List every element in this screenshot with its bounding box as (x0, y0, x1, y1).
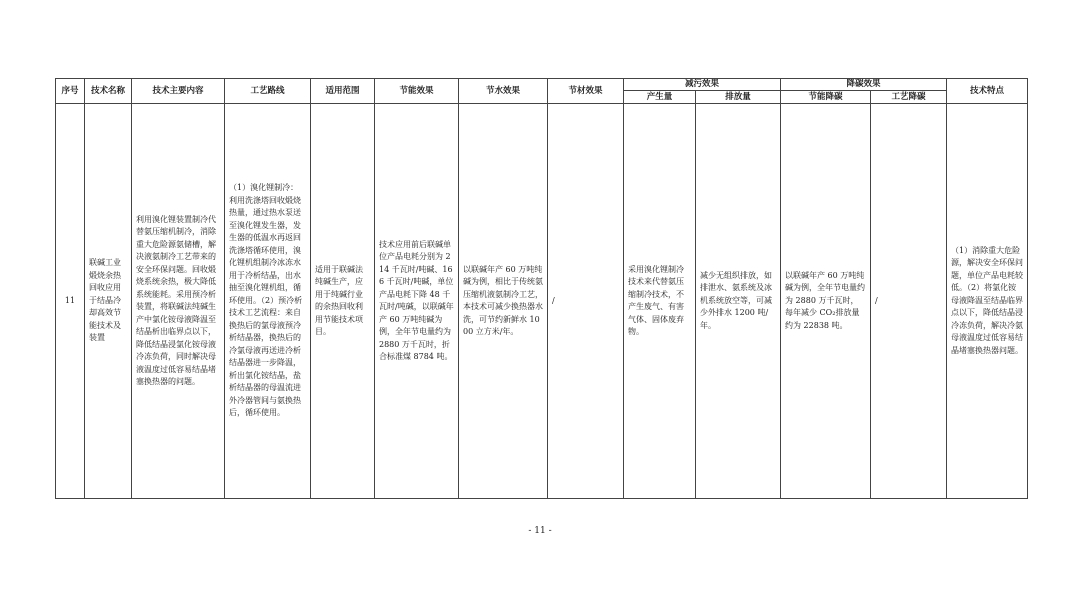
table-row (56, 104, 1028, 499)
cell-pollution-production: 采用溴化锂制冷技术来代替氨压缩制冷技术，不产生废气、有害气体、固体废弃物。 (624, 104, 696, 499)
header-route: 工艺路线 (225, 79, 311, 104)
cell-scope: 适用于联碱法纯碱生产，应用于纯碱行业的余热回收利用节能技术项目。 (311, 104, 375, 499)
cell-features: （1）消除重大危险源，解决安全环保问题，单位产品电耗较低。（2）将氯化铵母液降温至结晶临界点以下，降低结晶浸冷冻负荷，解决冷氨母液温度过低容易结晶堵塞换热器问题。 (947, 104, 1028, 499)
cell-carbon-process: / (871, 104, 947, 499)
technology-table (55, 78, 1028, 499)
header-carbon-group: 降碳效果 (781, 79, 947, 91)
cell-index: 11 (56, 104, 85, 499)
header-water: 节水效果 (459, 79, 548, 104)
cell-content: 利用溴化锂装置制冷代替氨压缩机制冷，消除重大危险源氨储槽，解决液氨制冷工艺带来的安全环保问题。回收煅烧系统余热，极大降低系统能耗。采用预冷析装置，将联碱法纯碱生产中氯化铵母液降温至结晶析出临界点以下，降低结晶浸氯化铵母液冷冻负荷，同时解决母液温度过低容易结晶堵塞换热器的问题。 (132, 104, 225, 499)
header-pollution-production: 产生量 (624, 91, 696, 104)
cell-pollution-emission: 减少无组织排放，如排泄水、氨系统及冰机系统放空等，可减少外排水 1200 吨/年。 (696, 104, 781, 499)
page-number: - 11 - (528, 526, 552, 536)
cell-energy: 技术应用前后联碱单位产品电耗分别为 214 千瓦时/吨碱、166 千瓦时/吨碱，单位产品电耗下降 48 千瓦时/吨碱，以联碱年产 60 万吨纯碱为例，全年节电量约为 2880 万千瓦时，折合标准煤 8784 吨。 (375, 104, 459, 499)
cell-name: 联碱工业煅烧余热回收应用于结晶冷却高效节能技术及装置 (85, 104, 132, 499)
cell-carbon-energy: 以联碱年产 60 万吨纯碱为例，全年节电量约为 2880 万千瓦时，每年减少 CO₂排放量约为 22838 吨。 (781, 104, 871, 499)
header-carbon-energy: 节能降碳 (781, 91, 871, 104)
header-features: 技术特点 (947, 79, 1028, 104)
cell-material: / (548, 104, 624, 499)
header-carbon-process: 工艺降碳 (871, 91, 947, 104)
header-index: 序号 (56, 79, 85, 104)
header-material: 节材效果 (548, 79, 624, 104)
header-content: 技术主要内容 (132, 79, 225, 104)
cell-water: 以联碱年产 60 万吨纯碱为例，相比于传统氨压缩机液氨制冷工艺，本技术可减少换热器水洗，可节约新鲜水 1000 立方米/年。 (459, 104, 548, 499)
header-pollution-group: 减污效果 (624, 79, 781, 91)
header-energy: 节能效果 (375, 79, 459, 104)
cell-route: （1）溴化锂制冷：利用洗涤塔回收煅烧热量，通过热水泵送至溴化锂发生器，发生器的低温水再返回洗涤塔循环使用，溴化锂机组制冷冰冻水用于冷析结晶，出水抽至溴化锂机组，循环使用。（2）预冷析技术工艺流程：来自换热后的氯母液预冷析结晶器，换热后的冷氯母液再送进冷析结晶器进一步降温，析出氯化铵结晶，盐析结晶器的母温流进外冷器管间与氨换热后，循环使用。 (225, 104, 311, 499)
header-scope: 适用范围 (311, 79, 375, 104)
header-name: 技术名称 (85, 79, 132, 104)
header-pollution-emission: 排放量 (696, 91, 781, 104)
